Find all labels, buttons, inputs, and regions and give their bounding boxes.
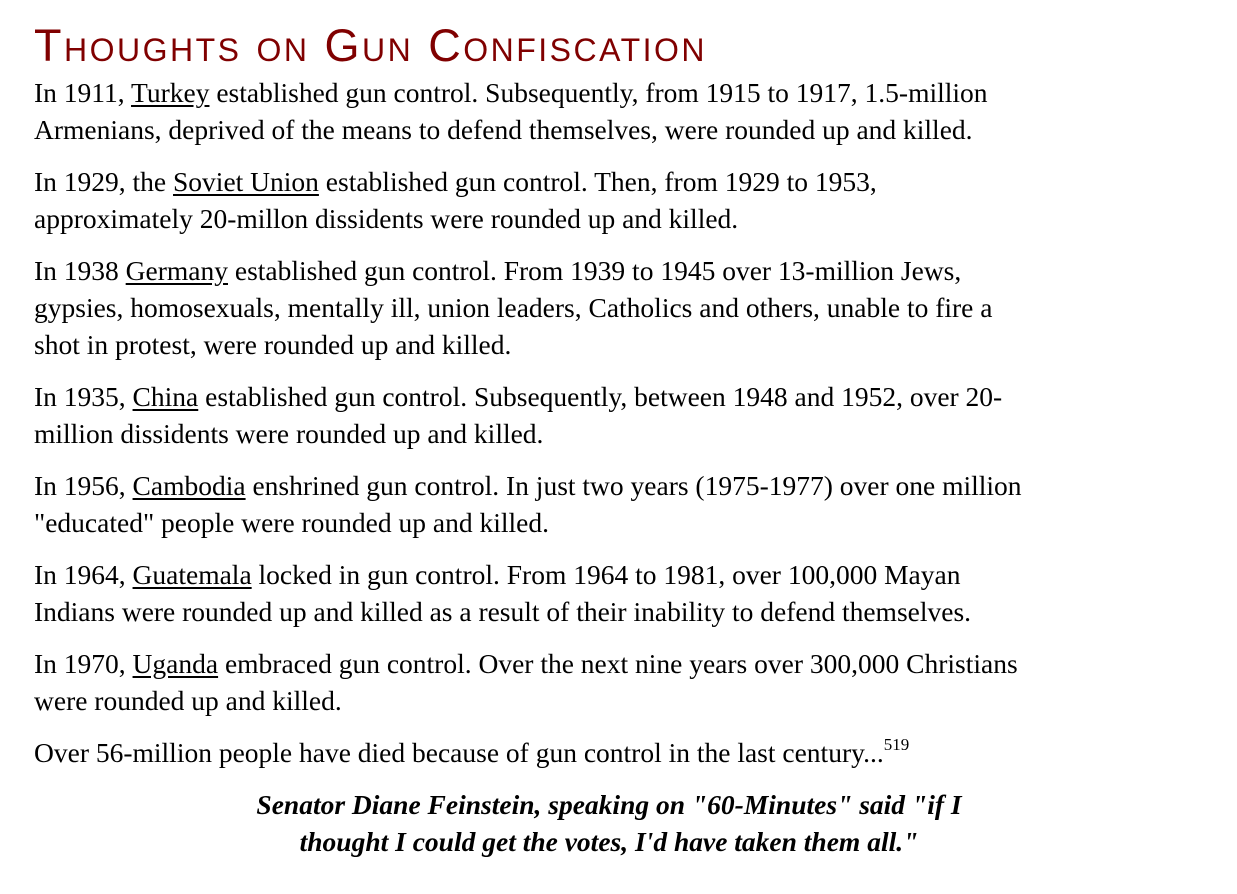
country-link[interactable]: Germany	[125, 255, 228, 286]
quote-line: Senator Diane Feinstein, speaking on "60-Minutes" said "if I	[256, 789, 962, 820]
paragraph-line	[34, 74, 1237, 111]
country-link[interactable]: Uganda	[132, 648, 219, 679]
paragraph-line	[34, 378, 1237, 415]
paragraph-line: were rounded up and killed.	[34, 685, 342, 716]
summary-text: Over 56-million people have died because of gun control in the last century...	[34, 737, 884, 768]
paragraph-text: In 1938	[34, 255, 126, 286]
country-link[interactable]: China	[132, 381, 199, 412]
page-title: Thoughts on Gun Confiscation	[34, 20, 708, 71]
paragraph-line: "educated" people were rounded up and killed.	[34, 507, 549, 538]
quote-line: thought I could get the votes, I'd have taken them all."	[299, 826, 919, 857]
summary-paragraph	[34, 734, 1237, 771]
paragraph-cambodia	[34, 467, 1237, 541]
paragraph-text: In 1929, the	[34, 166, 174, 197]
paragraph-text: In 1935,	[34, 381, 133, 412]
country-link[interactable]: Soviet Union	[173, 166, 319, 197]
paragraph-germany	[34, 252, 1237, 363]
paragraph-list	[34, 74, 1237, 719]
paragraph-line	[34, 556, 1237, 593]
paragraph-text: In 1956,	[34, 470, 133, 501]
paragraph-soviet-union	[34, 163, 1237, 237]
paragraph-text: embraced gun control. Over the next nine years over 300,000 Christians	[218, 648, 1018, 679]
paragraph-text: locked in gun control. From 1964 to 1981, over 100,000 Mayan	[251, 559, 961, 590]
paragraph-text: In 1964,	[34, 559, 133, 590]
footnote-ref[interactable]: 519	[883, 735, 910, 754]
paragraph-line: approximately 20-millon dissidents were rounded up and killed.	[34, 203, 739, 234]
paragraph-line: Indians were rounded up and killed as a result of their inability to defend themselves.	[34, 596, 972, 627]
paragraph-line: million dissidents were rounded up and killed.	[34, 418, 544, 449]
paragraph-text: established gun control. Then, from 1929 to 1953,	[318, 166, 877, 197]
paragraph-line	[34, 252, 1237, 289]
paragraph-line: gypsies, homosexuals, mentally ill, union leaders, Catholics and others, unable to fire a	[34, 292, 993, 323]
paragraph-text: enshrined gun control. In just two years (1975-1977) over one million	[245, 470, 1022, 501]
paragraph-line: shot in protest, were rounded up and killed.	[34, 329, 512, 360]
country-link[interactable]: Cambodia	[132, 470, 246, 501]
paragraph-turkey	[34, 74, 1237, 148]
paragraph-text: In 1911,	[34, 77, 132, 108]
paragraph-line: Armenians, deprived of the means to defend themselves, were rounded up and killed.	[34, 114, 973, 145]
paragraph-line	[34, 645, 1237, 682]
paragraph-text: In 1970,	[34, 648, 133, 679]
paragraph-text: established gun control. Subsequently, from 1915 to 1917, 1.5-million	[209, 77, 988, 108]
feinstein-quote	[34, 786, 1184, 860]
paragraph-line	[34, 467, 1237, 504]
paragraph-china	[34, 378, 1237, 452]
paragraph-guatemala	[34, 556, 1237, 630]
country-link[interactable]: Turkey	[131, 77, 210, 108]
paragraph-text: established gun control. Subsequently, between 1948 and 1952, over 20-	[198, 381, 1003, 412]
paragraph-uganda	[34, 645, 1237, 719]
paragraph-line	[34, 163, 1237, 200]
country-link[interactable]: Guatemala	[132, 559, 252, 590]
paragraph-text: established gun control. From 1939 to 1945 over 13-million Jews,	[228, 255, 962, 286]
